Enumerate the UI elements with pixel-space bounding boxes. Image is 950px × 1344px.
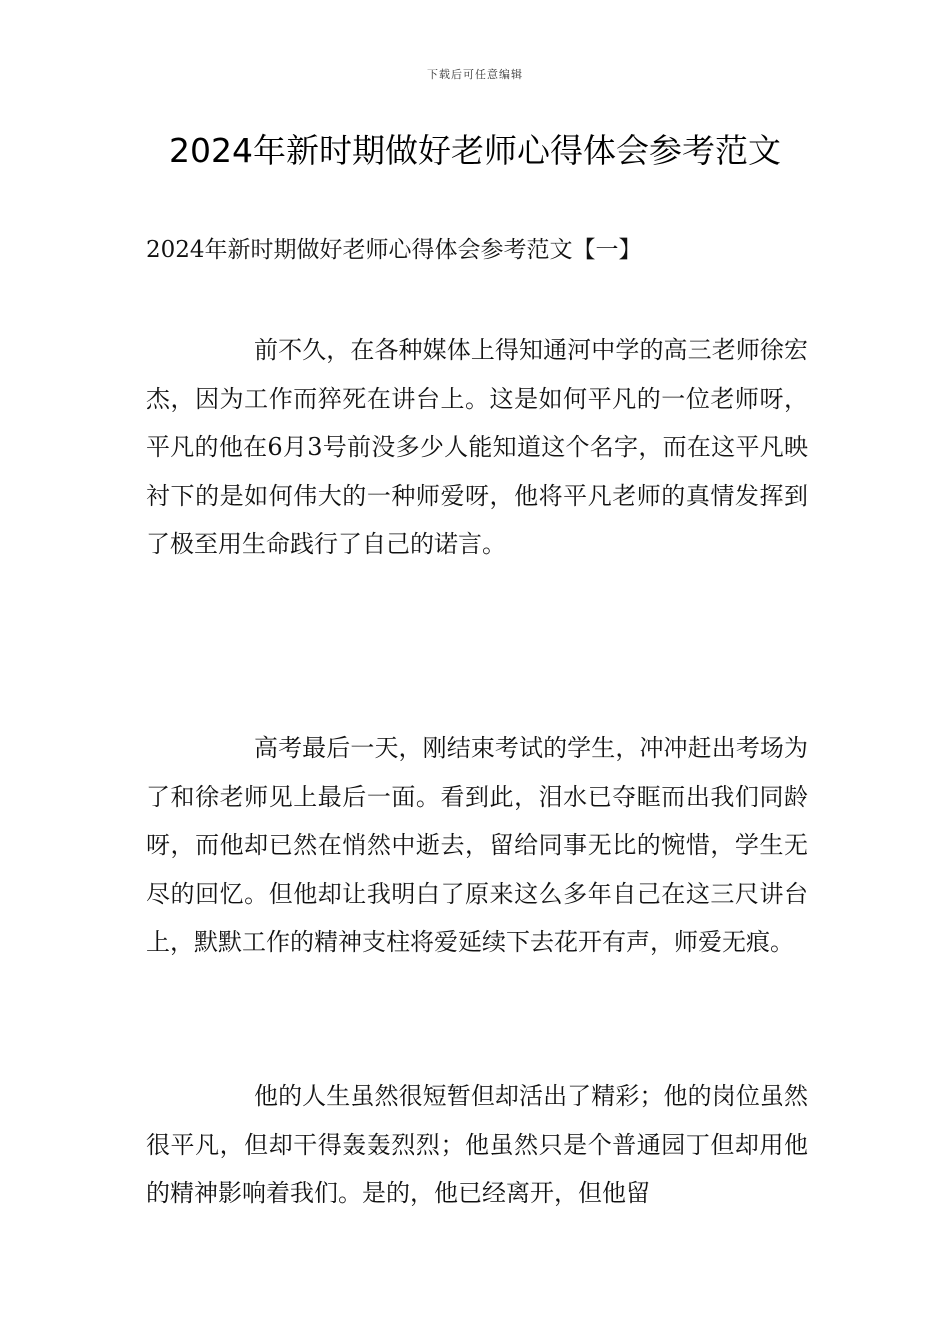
document-title: 2024年新时期做好老师心得体会参考范文	[169, 131, 781, 170]
body-paragraph-2: 高考最后一天，刚结束考试的学生，冲冲赶出考场为了和徐老师见上最后一面。看到此，泪水已夺眶而出我们同龄呀，而他却已然在悄然中逝去，留给同事无比的惋惜，学生无尽的回忆。但他却让我明白了原来这么多年自己在这三尺讲台上，默默工作的精神支柱将爱延续下去花开有声，师爱无痕。	[146, 734, 808, 957]
section-heading: 2024年新时期做好老师心得体会参考范文【一】	[146, 237, 642, 263]
body-paragraph-3: 他的人生虽然很短暂但却活出了精彩；他的岗位虽然很平凡，但却干得轰轰烈烈；他虽然只是个普通园丁但却用他的精神影响着我们。是的，他已经离开，但他留	[146, 1082, 808, 1208]
header-note: 下载后可任意编辑	[427, 68, 523, 81]
body-paragraph-1: 前不久，在各种媒体上得知通河中学的高三老师徐宏杰，因为工作而猝死在讲台上。这是如何平凡的一位老师呀，平凡的他在6月3号前没多少人能知道这个名字，而在这平凡映衬下的是如何伟大的一种师爱呀，他将平凡老师的真情发挥到了极至用生命践行了自己的诺言。	[146, 336, 808, 559]
